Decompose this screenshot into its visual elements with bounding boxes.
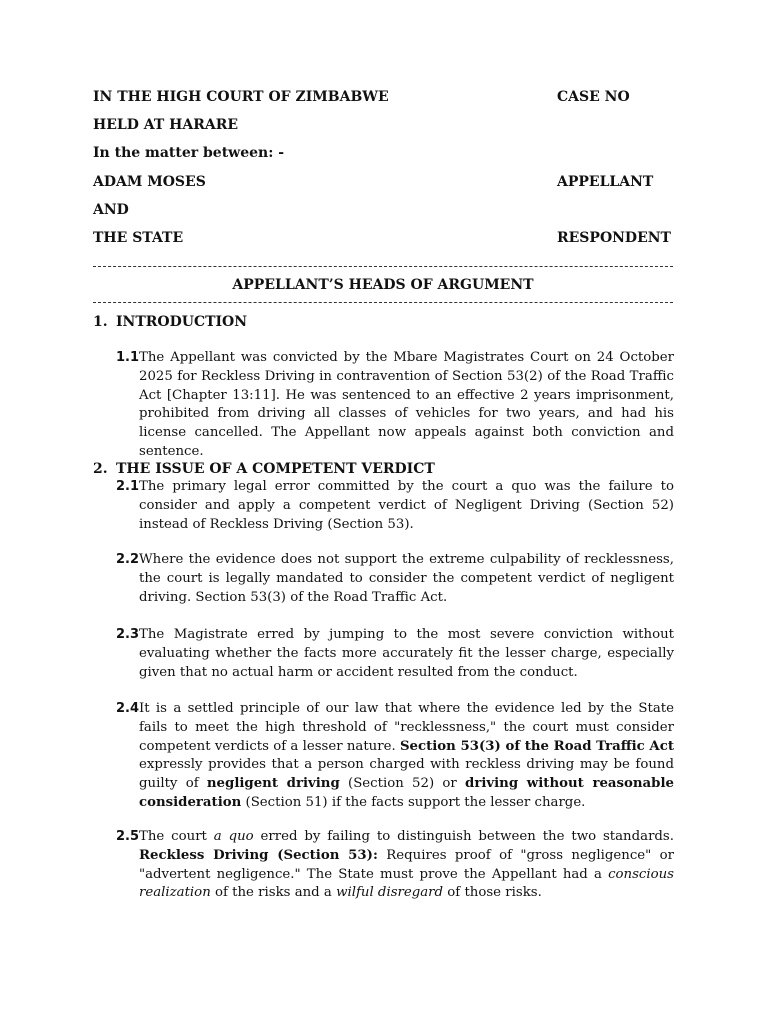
text-run: expressly provides that a person charged with reckless driving may be found guilty of bbox=[139, 757, 674, 792]
text-run: (Section 51) if the facts support the lesser charge. bbox=[241, 794, 586, 810]
paragraph-text: Where the evidence does not support the extreme culpability of recklessness, the court is legally mandated to consider the competent verdict of negligent driving. Section 53(3) of the Road Traffic Act. bbox=[139, 552, 674, 605]
appellant-name: ADAM MOSES bbox=[93, 174, 206, 190]
section-heading-introduction bbox=[93, 313, 247, 331]
case-number-label: CASE NO bbox=[557, 89, 630, 105]
section-title: THE ISSUE OF A COMPETENT VERDICT bbox=[116, 461, 435, 477]
section-number: 2. bbox=[93, 461, 108, 477]
paragraph-number: 2.5 bbox=[116, 829, 140, 844]
respondent-role: RESPONDENT bbox=[557, 230, 671, 246]
paragraph-2-2 bbox=[116, 551, 674, 607]
section-title: INTRODUCTION bbox=[116, 314, 248, 330]
dashed-divider-bottom bbox=[93, 302, 673, 303]
text-run: Requires proof of "gross negligence" or "advertent negligence." The State must prove the Appellant had a bbox=[139, 847, 675, 882]
paragraph-2-3 bbox=[116, 626, 674, 682]
bold-text-run: Reckless Driving (Section 53): bbox=[139, 847, 378, 863]
paragraph-text: The Appellant was convicted by the Mbare Magistrates Court on 24 October 2025 for Reckless Driving in contravention of Section 53(2) of the Road Traffic Act [Chapter 13:11]. He was sentenced to an effective 2 years imprisonment, prohibited from driving all classes of vehicles for two years, and had his license cancelled. The Appellant now appeals against both conviction and sentence. bbox=[139, 350, 674, 459]
italic-text-run: wilful disregard bbox=[336, 885, 444, 901]
text-run: The court bbox=[139, 829, 214, 844]
document-title: APPELLANT’S HEADS OF ARGUMENT bbox=[232, 277, 534, 293]
respondent-name: THE STATE bbox=[93, 230, 184, 246]
and-separator: AND bbox=[93, 202, 129, 218]
paragraph-2-5 bbox=[116, 828, 674, 903]
court-location: HELD AT HARARE bbox=[93, 117, 239, 133]
paragraph-number: 2.3 bbox=[116, 627, 140, 642]
paragraph-2-1 bbox=[116, 478, 674, 534]
paragraph-text: The Magistrate erred by jumping to the most severe conviction without evaluating whether the facts more accurately fit the lesser charge, especially given that no actual harm or accident resulted from the conduct. bbox=[139, 627, 674, 680]
bold-text-run: negligent driving bbox=[206, 776, 340, 792]
paragraph-number: 1.1 bbox=[116, 350, 140, 365]
text-run: It is a settled principle of our law that where the evidence led by the State fails to meet the high threshold of "recklessness," the court must consider competent verdicts of a lesser nature. bbox=[139, 701, 674, 754]
text-run: erred by failing to distinguish between the two standards. bbox=[253, 829, 674, 844]
paragraph-text bbox=[139, 828, 674, 903]
italic-text-run: a quo bbox=[213, 829, 254, 844]
text-run: (Section 52) or bbox=[339, 776, 466, 792]
paragraph-number: 2.1 bbox=[116, 479, 140, 494]
section-heading-competent-verdict bbox=[93, 460, 435, 478]
paragraph-2-4 bbox=[116, 700, 674, 813]
bold-text-run: driving without reasonable consideration bbox=[139, 776, 674, 810]
italic-text-run: conscious realization bbox=[139, 866, 674, 901]
text-run: of those risks. bbox=[443, 885, 542, 901]
paragraph-text: The primary legal error committed by the court a quo was the failure to consider and apply a competent verdict of Negligent Driving (Section 52) instead of Reckless Driving (Section 53). bbox=[139, 479, 674, 532]
text-run: of the risks and a bbox=[210, 885, 337, 901]
paragraph-text bbox=[139, 700, 674, 813]
matter-intro: In the matter between: - bbox=[93, 145, 285, 161]
bold-text-run: Section 53(3) of the Road Traffic Act bbox=[399, 738, 674, 754]
paragraph-1-1 bbox=[116, 349, 674, 462]
court-name: IN THE HIGH COURT OF ZIMBABWE bbox=[93, 89, 389, 105]
section-number: 1. bbox=[93, 314, 108, 330]
appellant-role: APPELLANT bbox=[557, 174, 654, 190]
paragraph-number: 2.2 bbox=[116, 552, 140, 567]
paragraph-number: 2.4 bbox=[116, 701, 140, 716]
dashed-divider-top bbox=[93, 266, 673, 267]
